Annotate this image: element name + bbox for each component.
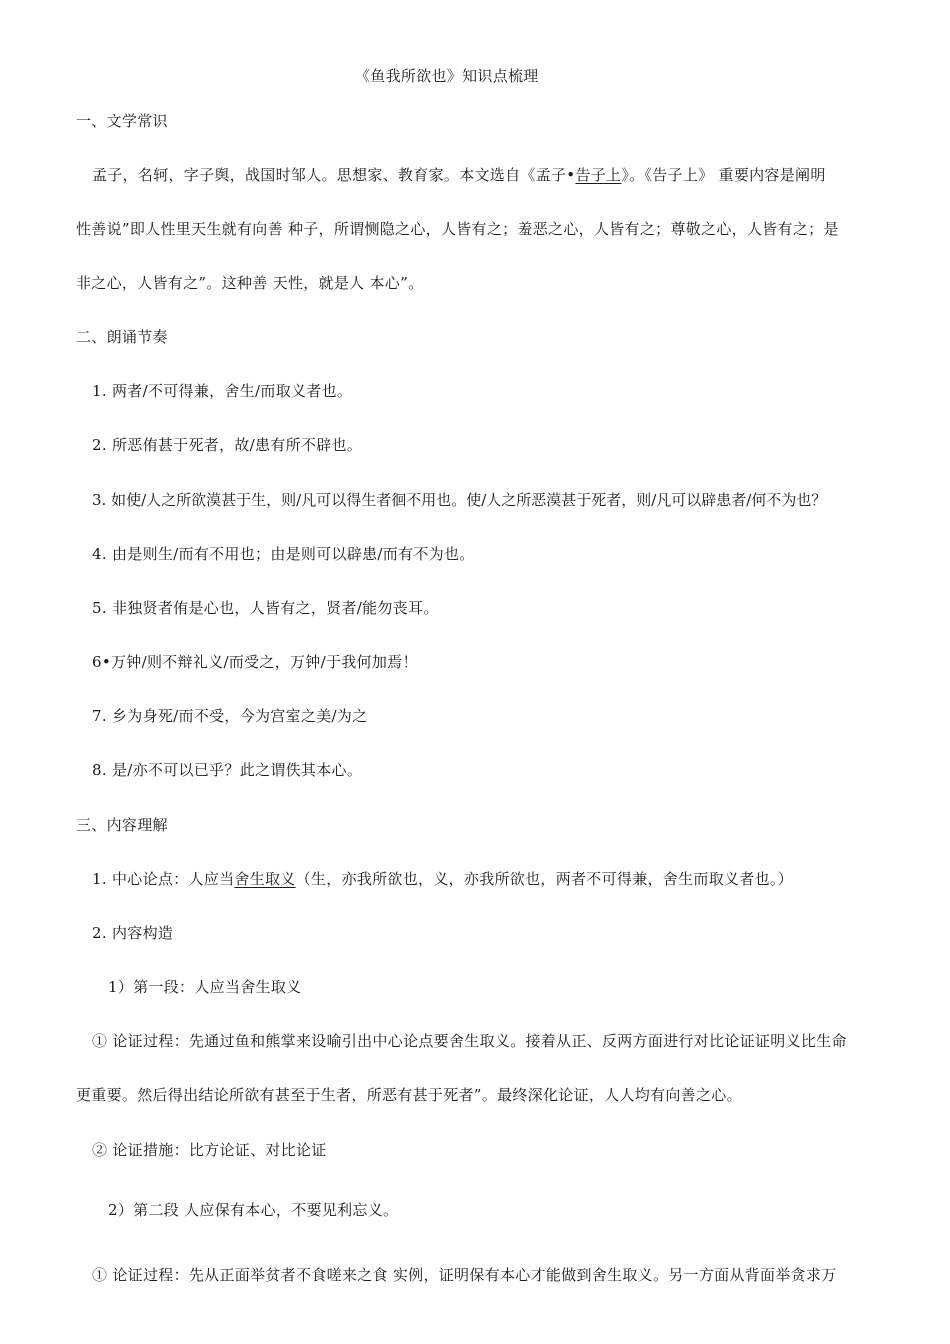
underlined-text: 告子上	[575, 166, 622, 184]
text-segment: 》。《告子上》 重要内容是阐明	[621, 166, 826, 184]
section-heading-rhythm: 二、朗诵节奏	[76, 328, 168, 346]
list-item: 3. 如使/人之所欲漠甚于生，则/凡可以得生者徊不用也。使/人之所恶漠甚于死者，则/凡可以辟患者/何不为也？	[92, 491, 827, 509]
section-heading-content: 三、内容理解	[76, 816, 168, 834]
list-item: 8. 是/亦不可以已乎？此之谓佚其本心。	[92, 761, 363, 779]
list-item: 1. 两者/不可得兼，舍生/而取义者也。	[92, 382, 353, 400]
paragraph-line	[92, 165, 826, 185]
list-item: 5. 非独贤者侑是心也，人皆有之，贤者/能勿丧耳。	[92, 599, 439, 617]
text-segment: （生，亦我所欲也，义，亦我所欲也，两者不可得兼，舍生而取义者也。）	[295, 870, 793, 888]
page-title: 《鱼我所欲也》知识点梳理	[355, 67, 539, 85]
sub-heading: 2）第二段 人应保有本心，不要见利忘义。	[108, 1201, 399, 1219]
paragraph-line: 更重要。然后得出结论所欲有甚至于生者，所恶有甚于死者”。最终深化论证，人人均有向善之心。	[76, 1086, 742, 1104]
list-item: 2. 所恶侑甚于死者，故/患有所不辟也。	[92, 436, 363, 454]
list-item: 7. 乡为身死/而不受，今为宫室之美/为之	[92, 707, 368, 725]
section-heading-literature: 一、文学常识	[76, 112, 168, 130]
sub-heading: 1）第一段：人应当舍生取义	[108, 978, 302, 996]
underlined-text: 舍生取义	[234, 870, 296, 888]
text-segment: 孟子，名轲，字子舆，战国时邹人。思想家、教育家。本文选自《孟子•	[92, 166, 576, 184]
list-item: 6•万钟/则不辩礼义/而受之，万钟/于我何加焉！	[92, 653, 418, 671]
paragraph-line: 非之心，人皆有之”。这种善 天性，就是人 本心”。	[76, 274, 424, 292]
paragraph-line: ① 论证过程：先通过鱼和熊掌来设喻引出中心论点要舍生取义。接着从正、反两方面进行对比论证证明义比生命	[92, 1032, 847, 1050]
list-item: 4. 由是则生/而有不用也；由是则可以辟患/而有不为也。	[92, 545, 475, 563]
paragraph-line: ② 论证措施：比方论证、对比论证	[92, 1141, 327, 1159]
list-item: 2. 内容构造	[92, 924, 174, 942]
list-item	[92, 869, 793, 889]
text-segment: 1. 中心论点：人应当	[92, 870, 235, 888]
paragraph-line: ① 论证过程：先从正面举贫者不食嗟来之食 实例，证明保有本心才能做到舍生取义。另一方面从背面举贪求万	[92, 1266, 837, 1284]
paragraph-line: 性善说”即人性里天生就有向善 种子，所谓恻隐之心，人皆有之；羞恶之心，人皆有之；尊敬之心，人皆有之；是	[76, 220, 839, 238]
